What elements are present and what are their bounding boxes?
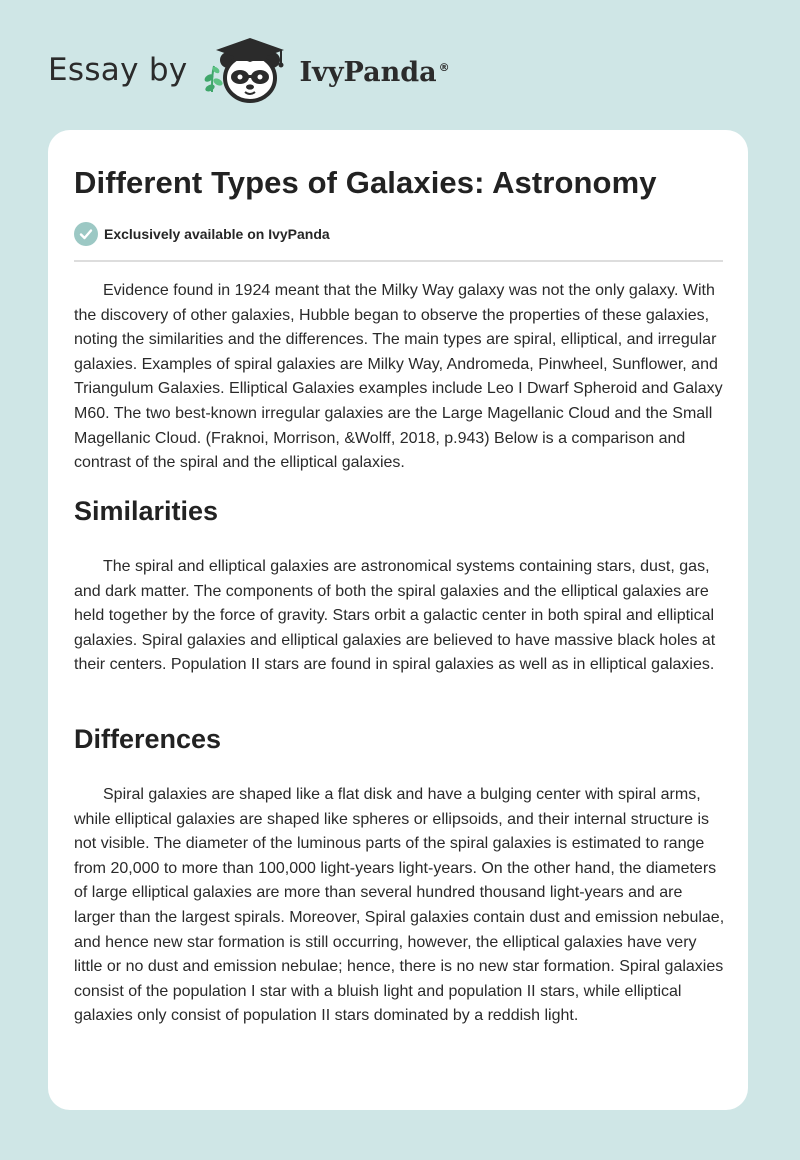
exclusive-badge [74,222,330,246]
divider [74,260,723,262]
section-heading-similarities: Similarities [74,496,219,526]
badge-text: Exclusively available on IvyPanda [104,226,330,242]
registered-mark: ® [438,60,450,74]
differences-paragraph: Spiral galaxies are shaped like a flat disk and have a bulging center with spiral arms, while elliptical galaxies are shaped like spheres or ellipsoids, and their internal structure is not visible. The diameter of the luminous parts of the spiral galaxies is estimated to range from 20,000 to more than 100,000 light-years light-years. On the other hand, the diameters of large elliptical galaxies are more than several hundred thousand light-years and are larger than the largest spirals. Moreover, Spiral galaxies contain dust and emission nebulae, and hence new star formation is still occurring, however, the elliptical galaxies have very little or no dust and emission nebulae; hence, there is no new star formation. Spiral galaxies consist of the population I star with a bluish light and population II stars, while elliptical galaxies only consist of population II stars dominated by a reddish light. [74,786,725,1025]
section-heading-differences: Differences [74,724,222,754]
page-title: Different Types of Galaxies: Astronomy [74,165,657,200]
leaf-icon [203,66,224,93]
brand-name-text: IvyPanda [299,56,437,88]
intro-paragraph: Evidence found in 1924 meant that the Milky Way galaxy was not the only galaxy. With the discovery of other galaxies, Hubble began to observe the properties of these galaxies, noting the similarities and the differences. The main types are spiral, elliptical, and irregular galaxies. Examples of spiral galaxies are Milky Way, Andromeda, Pinwheel, Sunflower, and Triangulum Galaxies. Elliptical Galaxies examples include Leo I Dwarf Spheroid and Galaxy M60. The two best-known irregular galaxies are the Large Magellanic Cloud and the Small Magellanic Cloud. (Fraknoi, Morrison, &Wolff, 2018, p.943) Below is a comparison and contrast of the spiral and the elliptical galaxies. [74,282,723,472]
check-circle-icon [74,222,98,246]
similarities-paragraph: The spiral and elliptical galaxies are astronomical systems containing stars, dust, gas, and dark matter. The components of both the spiral galaxies and the elliptical galaxies are held together by the force of gravity. Stars orbit a galactic center in both spiral and elliptical galaxies. Spiral galaxies and elliptical galaxies are believed to have massive black holes at their centers. Population II stars are found in spiral galaxies as well as in elliptical galaxies. [74,558,716,674]
brand-name [300,57,450,88]
brand-header[interactable] [48,34,450,106]
panda-logo-icon [202,34,294,106]
brand-prefix: Essay by [48,52,188,88]
essay-card [48,130,748,1110]
